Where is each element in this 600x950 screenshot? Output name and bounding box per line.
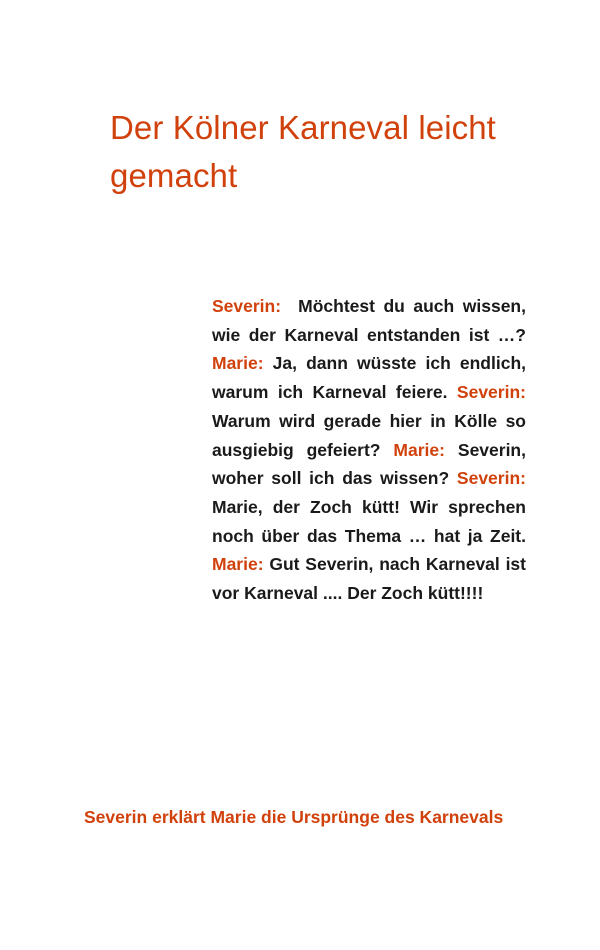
dialogue-line: Warum wird gerade hier in Kölle so ausgiebig gefeiert? bbox=[212, 410, 526, 460]
speaker-marie: Marie: bbox=[212, 554, 264, 575]
dialogue-line: Möchtest du auch wissen, wie der Karneval entstanden ist …? bbox=[212, 296, 526, 345]
book-title: Der Kölner Karneval leicht gemacht bbox=[110, 109, 496, 194]
speaker-severin: Severin: bbox=[456, 468, 526, 489]
dialogue-line: Marie, der Zoch kütt! Wir sprechen noch über das Thema … hat ja Zeit. bbox=[212, 496, 526, 546]
speaker-severin: Severin: bbox=[212, 296, 282, 316]
book-subtitle: Severin erklärt Marie die Ursprünge des Karnevals bbox=[84, 807, 504, 827]
dialogue-line: Severin, woher soll ich das wissen? bbox=[212, 439, 526, 489]
speaker-marie: Marie: bbox=[393, 439, 445, 460]
dialogue-excerpt bbox=[212, 292, 526, 608]
dialogue-line: Ja, dann wüsste ich endlich, warum ich Karneval feiere. bbox=[212, 353, 526, 403]
dialogue-line: Gut Severin, nach Karneval ist vor Karneval .... Der Zoch kütt!!!! bbox=[212, 554, 526, 604]
speaker-severin: Severin: bbox=[456, 382, 526, 403]
speaker-marie: Marie: bbox=[212, 353, 264, 374]
